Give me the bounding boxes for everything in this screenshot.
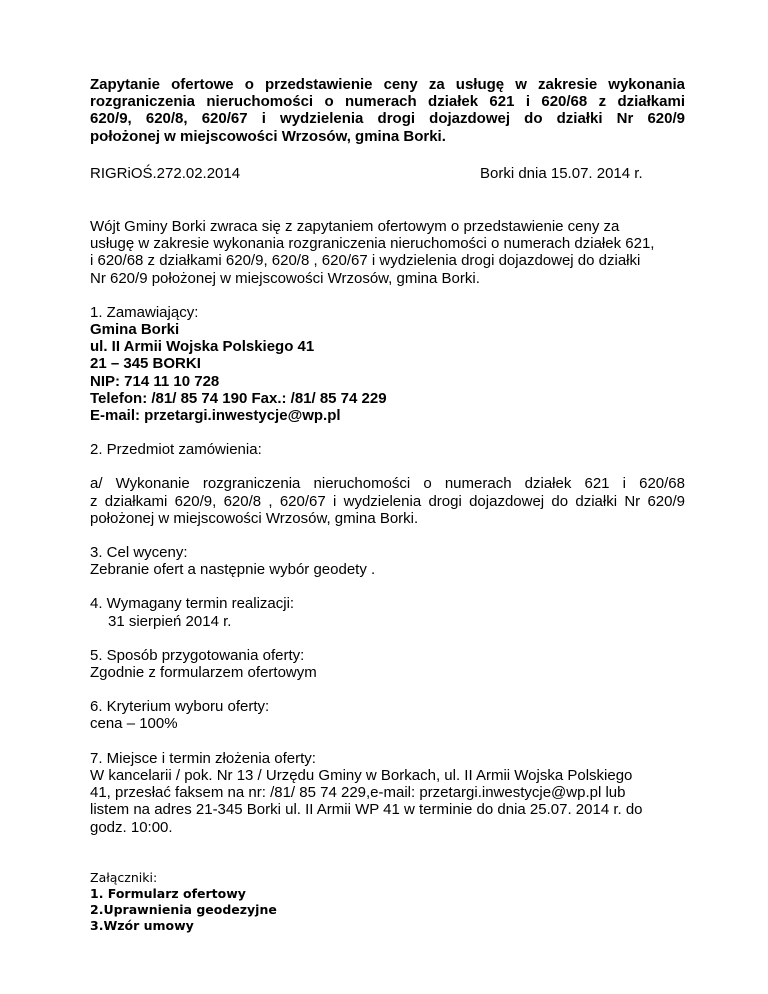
section-heading: 2. Przedmiot zamówienia:: [90, 441, 262, 459]
section-heading: 6. Kryterium wyboru oferty:: [90, 698, 270, 716]
subject-line: z działkami 620/9, 620/8 , 620/67 i wydzielenia drogi dojazdowej do działki Nr 620/9: [90, 492, 685, 510]
party-postcode: 21 – 345 BORKI: [90, 355, 201, 373]
subject-line: a/ Wykonanie rozgraniczenia nieruchomości o numerach działek 621 i 620/68: [90, 475, 685, 493]
title-line: położonej w miejscowości Wrzosów, gmina Borki.: [90, 127, 446, 145]
section-text: Zebranie ofert a następnie wybór geodety .: [90, 561, 376, 579]
section-criterion: [90, 698, 685, 732]
intro-line: Wójt Gminy Borki zwraca się z zapytaniem ofertowym o przedstawienie ceny za: [90, 218, 620, 236]
section-text: cena – 100%: [90, 715, 178, 733]
section-submission: [90, 750, 685, 836]
submission-line: listem na adres 21-345 Borki ul. II Armii WP 41 w terminie do dnia 25.07. 2014 r. do: [90, 801, 643, 819]
subject-paragraph: [90, 475, 685, 527]
section-heading: 3. Cel wyceny:: [90, 544, 188, 562]
subject-line: położonej w miejscowości Wrzosów, gmina Borki.: [90, 509, 419, 527]
attachment-item: 1. Formularz ofertowy: [90, 885, 246, 901]
attachments: [90, 870, 685, 934]
section-subject: [90, 441, 685, 458]
intro-line: i 620/68 z działkami 620/9, 620/8 , 620/67 i wydzielenia drogi dojazdowej do działki: [90, 252, 641, 270]
document-page: [90, 76, 685, 934]
attachments-heading: Załączniki:: [90, 869, 158, 885]
document-title: [90, 76, 685, 145]
section-deadline: [90, 595, 685, 629]
section-heading: 4. Wymagany termin realizacji:: [90, 595, 295, 613]
document-date: Borki dnia 15.07. 2014 r.: [480, 164, 643, 182]
section-preparation: [90, 647, 685, 681]
reference-line: [90, 165, 685, 182]
section-text: 31 sierpień 2014 r.: [108, 612, 232, 630]
title-line: rozgraniczenia nieruchomości o numerach działek 621 i 620/68 z działkami: [90, 93, 685, 111]
submission-line: W kancelarii / pok. Nr 13 / Urzędu Gminy w Borkach, ul. II Armii Wojska Polskiego: [90, 766, 633, 784]
section-purpose: [90, 544, 685, 578]
title-line: Zapytanie ofertowe o przedstawienie ceny za usługę w zakresie wykonania: [90, 76, 685, 93]
intro-line: Nr 620/9 położonej w miejscowości Wrzosów, gmina Borki.: [90, 269, 480, 287]
party-street: ul. II Armii Wojska Polskiego 41: [90, 338, 315, 356]
party-nip: NIP: 714 11 10 728: [90, 372, 220, 390]
attachment-item: 3.Wzór umowy: [90, 917, 194, 933]
title-line: 620/9, 620/8, 620/67 i wydzielenia drogi dojazdowej do działki Nr 620/9: [90, 110, 685, 128]
section-contracting-party: [90, 304, 685, 424]
party-phone-fax: Telefon: /81/ 85 74 190 Fax.: /81/ 85 74 229: [90, 389, 387, 407]
reference-number: RIGRiOŚ.272.02.2014: [90, 164, 241, 182]
section-heading: 1. Zamawiający:: [90, 303, 199, 321]
party-email: E-mail: przetargi.inwestycje@wp.pl: [90, 407, 341, 425]
intro-line: usługę w zakresie wykonania rozgraniczenia nieruchomości o numerach działek 621,: [90, 235, 655, 253]
section-heading: 5. Sposób przygotowania oferty:: [90, 646, 305, 664]
submission-line: 41, przesłać faksem na nr: /81/ 85 74 229,e-mail: przetargi.inwestycje@wp.pl lub: [90, 784, 626, 802]
intro-paragraph: [90, 218, 685, 287]
party-name: Gmina Borki: [90, 321, 180, 339]
attachment-item: 2.Uprawnienia geodezyjne: [90, 901, 277, 917]
section-heading: 7. Miejsce i termin złożenia oferty:: [90, 749, 316, 767]
submission-line: godz. 10:00.: [90, 818, 173, 836]
section-text: Zgodnie z formularzem ofertowym: [90, 664, 317, 682]
